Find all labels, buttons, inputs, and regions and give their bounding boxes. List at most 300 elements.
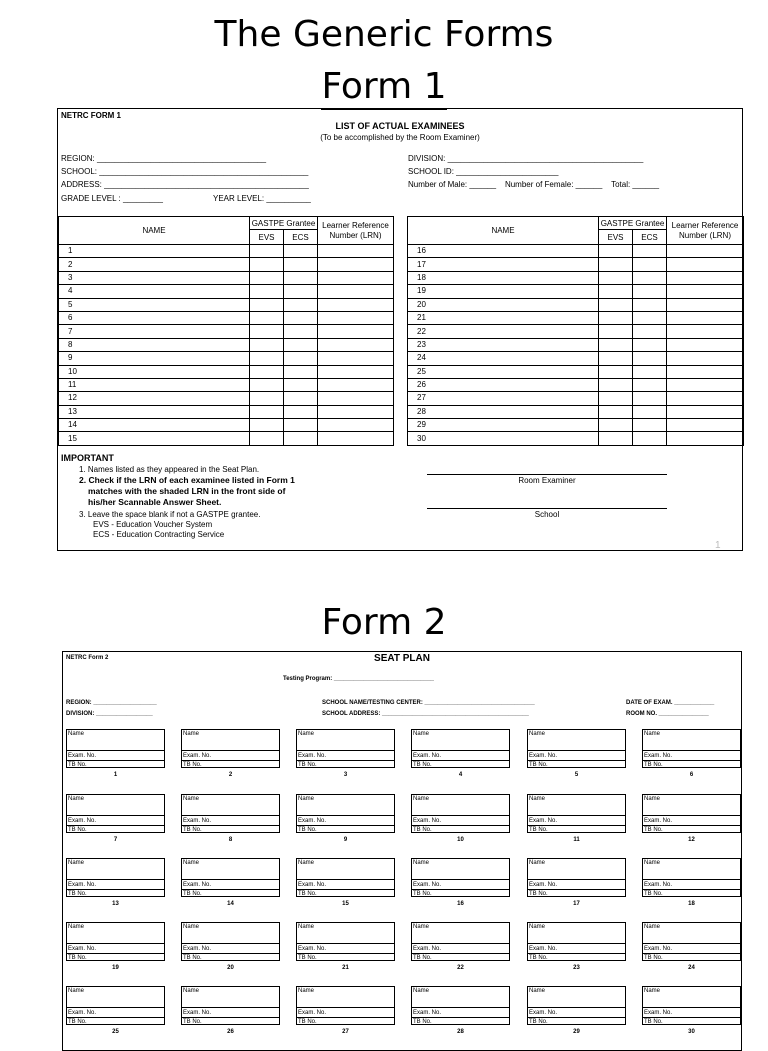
evs-cell[interactable] — [599, 365, 633, 378]
row-number[interactable]: 4 — [59, 285, 250, 298]
ecs-cell[interactable] — [633, 392, 667, 405]
seat-tb-label: TB No. — [183, 955, 202, 961]
seat-number: 8 — [228, 837, 233, 843]
evs-cell[interactable] — [250, 245, 284, 258]
row-number[interactable]: 22 — [408, 325, 599, 338]
seat-name-label: Name — [183, 860, 200, 866]
ecs-cell[interactable] — [633, 311, 667, 324]
school-label: School — [534, 510, 560, 519]
examinee-row — [59, 432, 394, 445]
seat-name-label: Name — [298, 731, 315, 737]
ecs-cell[interactable] — [284, 419, 318, 432]
row-number[interactable]: 9 — [59, 352, 250, 365]
row-number[interactable]: 23 — [408, 338, 599, 351]
seat-box[interactable] — [181, 986, 280, 1025]
seat-divider — [528, 825, 625, 826]
examinee-row — [408, 405, 744, 418]
seat-name-label: Name — [644, 924, 661, 930]
seat-divider — [528, 760, 625, 761]
ecs-cell[interactable] — [633, 285, 667, 298]
seat-divider — [182, 953, 279, 954]
seat-exam-label: Exam. No. — [413, 882, 442, 888]
row-number[interactable]: 6 — [59, 311, 250, 324]
seat-box[interactable] — [181, 794, 280, 833]
ecs-cell[interactable] — [633, 365, 667, 378]
seat-tb-label: TB No. — [183, 1019, 202, 1025]
row-number[interactable]: 24 — [408, 352, 599, 365]
row-number[interactable]: 17 — [408, 258, 599, 271]
seat-box[interactable] — [296, 986, 395, 1025]
seat-box[interactable] — [642, 858, 741, 897]
ecs-cell[interactable] — [633, 325, 667, 338]
seat-number: 29 — [573, 1029, 580, 1035]
ecs-cell[interactable] — [633, 245, 667, 258]
seat-name-label: Name — [298, 924, 315, 930]
seat-number: 14 — [227, 901, 234, 907]
seat-name-label: Name — [413, 860, 430, 866]
school-name-field[interactable]: SCHOOL NAME/TESTING CENTER: _________________________________ — [322, 700, 535, 706]
evs-cell[interactable] — [599, 405, 633, 418]
lrn-cell[interactable] — [667, 378, 744, 391]
seat-divider — [297, 879, 394, 880]
lrn-cell[interactable] — [318, 285, 394, 298]
evs-cell[interactable] — [250, 338, 284, 351]
evs-cell[interactable] — [250, 432, 284, 445]
seat-box[interactable] — [66, 794, 165, 833]
seat-box[interactable] — [66, 986, 165, 1025]
lrn-cell[interactable] — [318, 432, 394, 445]
seat-box[interactable] — [296, 922, 395, 961]
gastpe-header: GASTPE Grantee — [250, 217, 318, 230]
seat-divider — [528, 1007, 625, 1008]
note-3: 3. Leave the space blank if not a GASTPE grantee. — [79, 510, 261, 519]
seat-divider — [297, 750, 394, 751]
seat-box[interactable] — [66, 729, 165, 768]
seat-box[interactable] — [296, 729, 395, 768]
seat-name-label: Name — [644, 731, 661, 737]
seat-divider — [297, 815, 394, 816]
lrn-cell[interactable] — [318, 365, 394, 378]
seat-exam-label: Exam. No. — [298, 946, 327, 952]
seat-divider — [67, 879, 164, 880]
examinee-row — [408, 365, 744, 378]
seat-divider — [67, 750, 164, 751]
page-number: 1 — [715, 540, 721, 551]
row-number[interactable]: 11 — [59, 378, 250, 391]
grade-level-field[interactable]: GRADE LEVEL : _________ — [61, 194, 163, 203]
region-field[interactable]: REGION: ______________________________________ — [61, 154, 267, 163]
evs-cell[interactable] — [599, 325, 633, 338]
row-number[interactable]: 19 — [408, 285, 599, 298]
evs-cell[interactable] — [599, 392, 633, 405]
seat-name-label: Name — [413, 924, 430, 930]
form2-code: NETRC Form 2 — [66, 655, 109, 661]
row-number[interactable]: 30 — [408, 432, 599, 445]
seat-number: 4 — [458, 772, 463, 778]
seat-exam-label: Exam. No. — [183, 882, 212, 888]
ecs-cell[interactable] — [284, 338, 318, 351]
seat-divider — [297, 1017, 394, 1018]
ecs-cell[interactable] — [284, 325, 318, 338]
seat-divider — [297, 943, 394, 944]
seat-exam-label: Exam. No. — [529, 882, 558, 888]
seat-box[interactable] — [527, 986, 626, 1025]
lrn-cell[interactable] — [318, 258, 394, 271]
seat-divider — [528, 953, 625, 954]
seat-exam-label: Exam. No. — [183, 753, 212, 759]
lrn-cell[interactable] — [318, 298, 394, 311]
lrn-cell[interactable] — [318, 378, 394, 391]
seat-box[interactable] — [411, 986, 510, 1025]
evs-cell[interactable] — [250, 271, 284, 284]
division-field[interactable]: DIVISION: ____________________________________________ — [408, 154, 644, 163]
seat-box[interactable] — [411, 858, 510, 897]
row-number[interactable]: 20 — [408, 298, 599, 311]
seat-divider — [643, 760, 740, 761]
evs-cell[interactable] — [250, 311, 284, 324]
evs-cell[interactable] — [599, 245, 633, 258]
lrn-cell[interactable] — [318, 338, 394, 351]
seat-name-label: Name — [529, 924, 546, 930]
lrn-cell[interactable] — [318, 325, 394, 338]
row-number[interactable]: 13 — [59, 405, 250, 418]
evs-cell[interactable] — [250, 298, 284, 311]
ecs-cell[interactable] — [633, 432, 667, 445]
seat-exam-label: Exam. No. — [529, 946, 558, 952]
evs-cell[interactable] — [599, 271, 633, 284]
testing-program-field[interactable]: Testing Program: ______________________________ — [283, 676, 435, 682]
row-number[interactable]: 26 — [408, 378, 599, 391]
examinee-table-left — [58, 216, 394, 446]
ecs-cell[interactable] — [284, 311, 318, 324]
room-no-field[interactable]: ROOM NO. _______________ — [626, 711, 709, 717]
evs-cell[interactable] — [250, 392, 284, 405]
examinee-row — [59, 325, 394, 338]
evs-cell[interactable] — [599, 298, 633, 311]
seat-exam-label: Exam. No. — [68, 818, 97, 824]
seat-number: 25 — [112, 1029, 119, 1035]
ecs-cell[interactable] — [633, 338, 667, 351]
seat-box[interactable] — [642, 986, 741, 1025]
evs-cell[interactable] — [599, 338, 633, 351]
seat-box[interactable] — [296, 794, 395, 833]
evs-cell[interactable] — [599, 285, 633, 298]
ecs-cell[interactable] — [284, 365, 318, 378]
school-id-field[interactable]: SCHOOL ID: _______________________ — [408, 167, 559, 176]
examinee-row — [59, 311, 394, 324]
ecs-header: ECS — [633, 230, 667, 245]
seat-divider — [412, 943, 509, 944]
seat-tb-label: TB No. — [298, 1019, 317, 1025]
seat-name-label: Name — [68, 731, 85, 737]
seat-tb-label: TB No. — [529, 827, 548, 833]
seat-divider — [182, 825, 279, 826]
ecs-cell[interactable] — [633, 258, 667, 271]
lrn-cell[interactable] — [667, 405, 744, 418]
lrn-cell[interactable] — [667, 311, 744, 324]
lrn-cell[interactable] — [667, 338, 744, 351]
note-1: 1. Names listed as they appeared in the Seat Plan. — [79, 465, 260, 474]
seat-divider — [67, 1017, 164, 1018]
lrn-cell[interactable] — [667, 352, 744, 365]
lrn-cell[interactable] — [318, 311, 394, 324]
row-number[interactable]: 27 — [408, 392, 599, 405]
seat-box[interactable] — [642, 794, 741, 833]
row-number[interactable]: 14 — [59, 419, 250, 432]
seat-divider — [528, 879, 625, 880]
lrn-cell[interactable] — [667, 271, 744, 284]
seat-name-label: Name — [644, 860, 661, 866]
lrn-cell[interactable] — [667, 419, 744, 432]
seat-name-label: Name — [68, 924, 85, 930]
gastpe-header: GASTPE Grantee — [599, 217, 667, 230]
evs-header: EVS — [599, 230, 633, 245]
seat-tb-label: TB No. — [298, 762, 317, 768]
evs-cell[interactable] — [250, 352, 284, 365]
gender-count-field[interactable]: Number of Male: ______ Number of Female: ______ Total: ______ — [408, 180, 660, 189]
row-number[interactable]: 25 — [408, 365, 599, 378]
seat-exam-label: Exam. No. — [644, 753, 673, 759]
address-field[interactable]: ADDRESS: ______________________________________________ — [61, 180, 309, 189]
examinee-row — [59, 338, 394, 351]
seat-divider — [643, 889, 740, 890]
seat-divider — [182, 815, 279, 816]
seat-exam-label: Exam. No. — [413, 946, 442, 952]
seat-tb-label: TB No. — [413, 762, 432, 768]
examinee-row — [59, 352, 394, 365]
seat-tb-label: TB No. — [529, 762, 548, 768]
ecs-cell[interactable] — [284, 378, 318, 391]
seat-exam-label: Exam. No. — [298, 1010, 327, 1016]
seat-divider — [297, 825, 394, 826]
examinee-row — [408, 392, 744, 405]
form1-subtitle: (To be accomplished by the Room Examiner) — [320, 133, 480, 142]
seat-box[interactable] — [527, 794, 626, 833]
ecs-cell[interactable] — [284, 271, 318, 284]
row-number[interactable]: 28 — [408, 405, 599, 418]
seat-exam-label: Exam. No. — [298, 882, 327, 888]
note-2-line-2: matches with the shaded LRN in the front side of — [88, 486, 286, 496]
seat-tb-label: TB No. — [68, 762, 87, 768]
row-number[interactable]: 7 — [59, 325, 250, 338]
ecs-cell[interactable] — [284, 405, 318, 418]
seat-box[interactable] — [642, 729, 741, 768]
seat-tb-label: TB No. — [183, 827, 202, 833]
row-number[interactable]: 18 — [408, 271, 599, 284]
school-signature-line[interactable] — [427, 508, 667, 509]
seat-divider — [412, 1017, 509, 1018]
seat-number: 3 — [343, 772, 348, 778]
seat-box[interactable] — [296, 858, 395, 897]
seat-divider — [67, 760, 164, 761]
seat-tb-label: TB No. — [183, 891, 202, 897]
region-field[interactable]: REGION: ___________________ — [66, 700, 157, 706]
seat-box[interactable] — [642, 922, 741, 961]
evs-cell[interactable] — [250, 325, 284, 338]
form1-heading-wrap — [0, 66, 768, 107]
evs-cell[interactable] — [599, 311, 633, 324]
seat-divider — [528, 1017, 625, 1018]
ecs-cell[interactable] — [284, 285, 318, 298]
seat-tb-label: TB No. — [183, 762, 202, 768]
seat-divider — [412, 879, 509, 880]
evs-cell[interactable] — [599, 419, 633, 432]
lrn-cell[interactable] — [667, 365, 744, 378]
seat-tb-label: TB No. — [644, 827, 663, 833]
seat-number: 19 — [112, 965, 119, 971]
examinee-row — [408, 338, 744, 351]
seat-divider — [643, 750, 740, 751]
lrn-cell[interactable] — [667, 392, 744, 405]
division-field[interactable]: DIVISION: _________________ — [66, 711, 153, 717]
seat-number: 17 — [573, 901, 580, 907]
seat-box[interactable] — [181, 729, 280, 768]
seat-box[interactable] — [411, 794, 510, 833]
evs-header: EVS — [250, 230, 284, 245]
seat-box[interactable] — [527, 922, 626, 961]
lrn-cell[interactable] — [667, 298, 744, 311]
seat-exam-label: Exam. No. — [413, 818, 442, 824]
seat-divider — [67, 953, 164, 954]
seat-divider — [643, 879, 740, 880]
ecs-cell[interactable] — [284, 298, 318, 311]
year-level-field[interactable]: YEAR LEVEL: __________ — [213, 194, 311, 203]
school-field[interactable]: SCHOOL: _______________________________________________ — [61, 167, 309, 176]
lrn-cell[interactable] — [318, 245, 394, 258]
lrn-cell[interactable] — [667, 258, 744, 271]
note-2-line-1: 2. Check if the LRN of each examinee listed in Form 1 — [79, 475, 295, 485]
lrn-cell[interactable] — [667, 245, 744, 258]
date-of-exam-field[interactable]: DATE OF EXAM. ____________ — [626, 700, 715, 706]
lrn-cell[interactable] — [318, 352, 394, 365]
seat-box[interactable] — [411, 922, 510, 961]
seat-tb-label: TB No. — [298, 827, 317, 833]
evs-cell[interactable] — [250, 285, 284, 298]
examinee-row — [59, 258, 394, 271]
seat-tb-label: TB No. — [413, 891, 432, 897]
seat-exam-label: Exam. No. — [183, 818, 212, 824]
examinee-row — [408, 311, 744, 324]
row-number[interactable]: 2 — [59, 258, 250, 271]
seat-name-label: Name — [413, 988, 430, 994]
lrn-cell[interactable] — [318, 405, 394, 418]
seat-divider — [67, 943, 164, 944]
seat-box[interactable] — [181, 922, 280, 961]
evs-cell[interactable] — [250, 405, 284, 418]
room-examiner-signature-line[interactable] — [427, 474, 667, 475]
ecs-cell[interactable] — [284, 352, 318, 365]
lrn-cell[interactable] — [667, 325, 744, 338]
ecs-cell[interactable] — [633, 298, 667, 311]
seat-box[interactable] — [181, 858, 280, 897]
school-address-field[interactable]: SCHOOL ADDRESS: ____________________________________________ — [322, 711, 529, 717]
evs-cell[interactable] — [250, 378, 284, 391]
examinee-row — [408, 258, 744, 271]
evs-cell[interactable] — [599, 432, 633, 445]
evs-cell[interactable] — [250, 365, 284, 378]
form2-title: SEAT PLAN — [374, 653, 430, 664]
seat-name-label: Name — [68, 988, 85, 994]
evs-cell[interactable] — [599, 352, 633, 365]
examinee-row — [59, 365, 394, 378]
seat-box[interactable] — [66, 922, 165, 961]
seat-exam-label: Exam. No. — [68, 1010, 97, 1016]
seat-number: 2 — [228, 772, 233, 778]
seat-divider — [67, 889, 164, 890]
ecs-cell[interactable] — [633, 378, 667, 391]
seat-tb-label: TB No. — [68, 955, 87, 961]
evs-cell[interactable] — [250, 419, 284, 432]
seat-box[interactable] — [527, 729, 626, 768]
ecs-cell[interactable] — [633, 271, 667, 284]
row-number[interactable]: 8 — [59, 338, 250, 351]
seat-exam-label: Exam. No. — [529, 753, 558, 759]
seat-divider — [182, 879, 279, 880]
row-number[interactable]: 15 — [59, 432, 250, 445]
ecs-cell[interactable] — [633, 405, 667, 418]
seat-tb-label: TB No. — [413, 955, 432, 961]
lrn-cell[interactable] — [667, 285, 744, 298]
seat-divider — [297, 760, 394, 761]
lrn-cell[interactable] — [318, 271, 394, 284]
row-number[interactable]: 5 — [59, 298, 250, 311]
row-number[interactable]: 3 — [59, 271, 250, 284]
examinee-row — [408, 325, 744, 338]
seat-number: 30 — [688, 1029, 695, 1035]
ecs-cell[interactable] — [284, 432, 318, 445]
seat-name-label: Name — [183, 731, 200, 737]
form1-title: LIST OF ACTUAL EXAMINEES — [335, 121, 465, 131]
seat-divider — [643, 825, 740, 826]
ecs-definition: ECS - Education Contracting Service — [93, 530, 225, 539]
seat-tb-label: TB No. — [644, 1019, 663, 1025]
examinee-table-right — [407, 216, 744, 446]
ecs-cell[interactable] — [284, 245, 318, 258]
examinee-row — [408, 352, 744, 365]
seat-box[interactable] — [66, 858, 165, 897]
lrn-cell[interactable] — [318, 392, 394, 405]
lrn-cell[interactable] — [318, 419, 394, 432]
evs-cell[interactable] — [599, 258, 633, 271]
examinee-row — [59, 392, 394, 405]
row-number[interactable]: 10 — [59, 365, 250, 378]
seat-divider — [182, 1007, 279, 1008]
row-number[interactable]: 21 — [408, 311, 599, 324]
seat-number: 28 — [457, 1029, 464, 1035]
row-number[interactable]: 29 — [408, 419, 599, 432]
seat-box[interactable] — [411, 729, 510, 768]
evs-cell[interactable] — [599, 378, 633, 391]
name-header: NAME — [59, 217, 250, 245]
seat-tb-label: TB No. — [68, 827, 87, 833]
row-number[interactable]: 1 — [59, 245, 250, 258]
ecs-cell[interactable] — [284, 258, 318, 271]
seat-divider — [182, 889, 279, 890]
row-number[interactable]: 12 — [59, 392, 250, 405]
seat-exam-label: Exam. No. — [68, 946, 97, 952]
ecs-cell[interactable] — [633, 352, 667, 365]
row-number[interactable]: 16 — [408, 245, 599, 258]
seat-box[interactable] — [527, 858, 626, 897]
seat-name-label: Name — [298, 988, 315, 994]
ecs-cell[interactable] — [633, 419, 667, 432]
lrn-cell[interactable] — [667, 432, 744, 445]
ecs-cell[interactable] — [284, 392, 318, 405]
seat-divider — [412, 815, 509, 816]
name-header: NAME — [408, 217, 599, 245]
examinee-row — [59, 419, 394, 432]
evs-cell[interactable] — [250, 258, 284, 271]
